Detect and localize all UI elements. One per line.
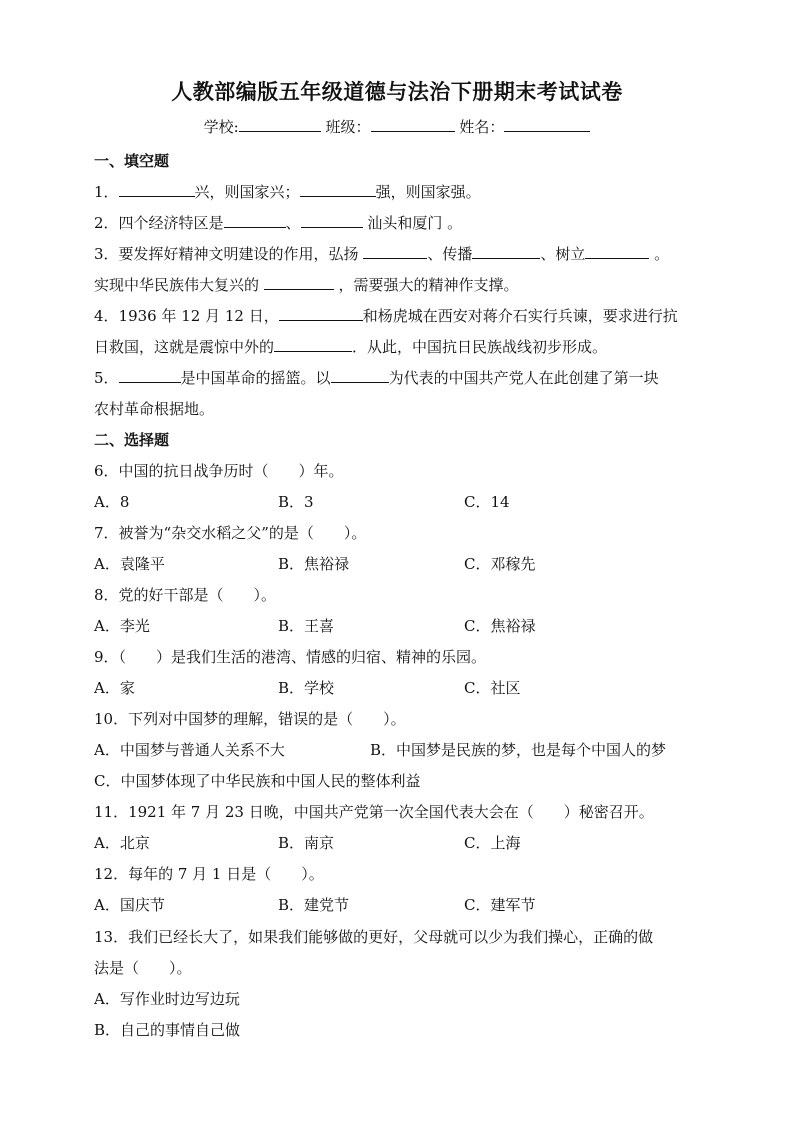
question-9: 9．（ ）是我们生活的港湾、情感的归宿、精神的乐园。 bbox=[94, 648, 487, 666]
section-choice-heading: 二、选择题 bbox=[94, 431, 170, 449]
option-c[interactable]: C．邓稼先 bbox=[464, 555, 536, 573]
question-5-line-2: 农村革命根据地。 bbox=[94, 400, 215, 418]
question-12: 12．每年的 7 月 1 日是（ ）。 bbox=[94, 865, 324, 883]
blank[interactable] bbox=[274, 337, 352, 352]
blank[interactable] bbox=[224, 213, 286, 228]
blank[interactable] bbox=[363, 244, 427, 259]
option-a[interactable]: A．中国梦与普通人关系不大 bbox=[94, 741, 285, 759]
page-title: 人教部编版五年级道德与法治下册期末考试试卷 bbox=[171, 80, 623, 104]
question-10: 10．下列对中国梦的理解，错误的是（ ）。 bbox=[94, 710, 406, 728]
question-4-line-2: 日救国，这就是震惊中外的 ．从此，中国抗日民族战线初步形成。 bbox=[94, 338, 608, 356]
option-b[interactable]: B．自己的事情自己做 bbox=[94, 1021, 241, 1039]
option-a[interactable]: A．北京 bbox=[94, 834, 150, 852]
question-13-line-2: 法是（ ）。 bbox=[94, 959, 192, 977]
option-b[interactable]: B．学校 bbox=[278, 679, 335, 697]
section-fill-blank-heading: 一、填空题 bbox=[94, 152, 170, 170]
option-c[interactable]: C．上海 bbox=[464, 834, 521, 852]
option-c[interactable]: C．焦裕禄 bbox=[464, 617, 536, 635]
option-b[interactable]: B．3 bbox=[278, 493, 314, 511]
blank[interactable] bbox=[585, 244, 649, 259]
blank[interactable] bbox=[301, 213, 363, 228]
blank[interactable] bbox=[119, 368, 181, 383]
blank[interactable] bbox=[119, 182, 195, 197]
option-a[interactable]: A．李光 bbox=[94, 617, 150, 635]
question-1: 1． 兴，则国家兴； 强，则国家强。 bbox=[94, 183, 481, 201]
question-4: 4．1936 年 12 月 12 日， 和杨虎城在西安对蒋介石实行兵谏，要求进行抗 bbox=[94, 307, 678, 325]
student-info bbox=[0, 117, 794, 137]
option-c[interactable]: C．社区 bbox=[464, 679, 521, 697]
option-a[interactable]: A．国庆节 bbox=[94, 896, 165, 914]
blank[interactable] bbox=[264, 275, 334, 290]
class-label: 班级： bbox=[325, 118, 371, 136]
blank[interactable] bbox=[300, 182, 376, 197]
question-11: 11．1921 年 7 月 23 日晚，中国共产党第一次全国代表大会在（ ）秘密召开。 bbox=[94, 803, 654, 821]
option-a[interactable]: A．家 bbox=[94, 679, 135, 697]
option-b[interactable]: B．王喜 bbox=[278, 617, 335, 635]
blank[interactable] bbox=[279, 306, 363, 321]
question-7: 7．被誉为“杂交水稻之父”的是（ ）。 bbox=[94, 524, 367, 542]
blank[interactable] bbox=[331, 368, 389, 383]
question-3: 3．要发挥好精神文明建设的作用，弘扬 、传播 、树立 。 bbox=[94, 245, 670, 263]
question-6: 6．中国的抗日战争历时（ ）年。 bbox=[94, 462, 344, 480]
question-5: 5． 是中国革命的摇篮。以 为代表的中国共产党人在此创建了第一块 bbox=[94, 369, 659, 387]
option-c[interactable]: C．建军节 bbox=[464, 896, 536, 914]
school-blank[interactable] bbox=[239, 117, 321, 132]
question-8: 8．党的好干部是（ ）。 bbox=[94, 586, 277, 604]
option-a[interactable]: A．8 bbox=[94, 493, 130, 511]
option-a[interactable]: A．袁隆平 bbox=[94, 555, 165, 573]
name-label: 姓名： bbox=[459, 118, 505, 136]
option-c[interactable]: C．中国梦体现了中华民族和中国人民的整体利益 bbox=[94, 772, 421, 790]
class-blank[interactable] bbox=[371, 117, 455, 132]
blank[interactable] bbox=[472, 244, 540, 259]
question-13: 13．我们已经长大了，如果我们能够做的更好，父母就可以少为我们操心，正确的做 bbox=[94, 928, 654, 946]
name-blank[interactable] bbox=[504, 117, 590, 132]
option-b[interactable]: B．焦裕禄 bbox=[278, 555, 350, 573]
school-label: 学校: bbox=[203, 118, 239, 136]
option-b[interactable]: B．中国梦是民族的梦，也是每个中国人的梦 bbox=[370, 741, 667, 759]
option-b[interactable]: B．建党节 bbox=[278, 896, 350, 914]
question-2: 2．四个经济特区是 、 汕头和厦门 。 bbox=[94, 214, 463, 232]
question-3-line-2: 实现中华民族伟大复兴的 ，需要强大的精神作支撑。 bbox=[94, 276, 519, 294]
option-c[interactable]: C．14 bbox=[464, 493, 510, 511]
option-a[interactable]: A．写作业时边写边玩 bbox=[94, 990, 240, 1008]
option-b[interactable]: B．南京 bbox=[278, 834, 335, 852]
